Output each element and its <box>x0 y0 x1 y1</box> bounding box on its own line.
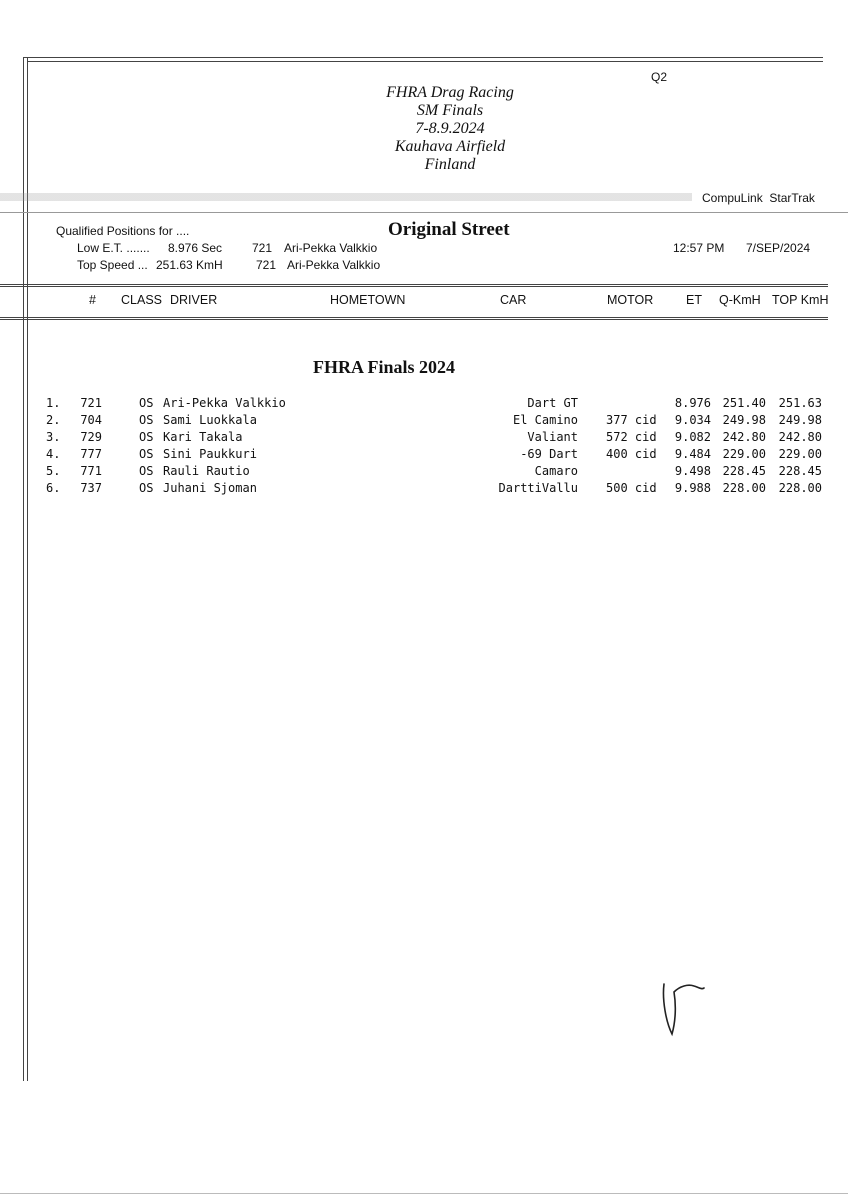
report-time: 12:57 PM <box>673 241 725 255</box>
row-topkmh: 249.98 <box>778 413 822 427</box>
col-et: ET <box>686 293 702 307</box>
row-car: Dart GT <box>527 396 578 410</box>
table-row <box>0 481 848 498</box>
colhead-bottom-rule-2 <box>0 319 828 320</box>
col-class: CLASS <box>121 293 162 307</box>
row-topkmh: 242.80 <box>778 430 822 444</box>
section-title: FHRA Finals 2024 <box>313 357 456 377</box>
colhead-bottom-rule <box>0 317 828 318</box>
row-position: 1. <box>46 396 61 410</box>
system-label: CompuLink StarTrak <box>702 191 815 205</box>
event-subtitle: SM Finals <box>416 102 484 119</box>
signature-mark <box>654 970 714 1040</box>
row-class: OS <box>139 413 154 427</box>
frame-left-inner <box>27 57 28 1081</box>
row-driver: Juhani Sjoman <box>163 481 257 495</box>
row-topkmh: 229.00 <box>778 447 822 461</box>
row-et: 9.082 <box>674 430 711 444</box>
row-car: Camaro <box>534 464 578 478</box>
row-motor: 377 cid <box>606 413 657 427</box>
row-class: OS <box>139 447 154 461</box>
event-header <box>300 84 600 174</box>
low-et-driver: Ari-Pekka Valkkio <box>284 241 378 255</box>
row-motor: 500 cid <box>606 481 657 495</box>
top-speed-number: 721 <box>256 258 277 272</box>
page-code: Q2 <box>651 70 668 84</box>
row-et: 9.034 <box>674 413 711 427</box>
col-qkmh: Q-KmH <box>719 293 761 307</box>
row-class: OS <box>139 430 154 444</box>
row-position: 2. <box>46 413 61 427</box>
row-et: 9.498 <box>674 464 711 478</box>
dotted-band <box>0 193 692 201</box>
frame-top-inner <box>27 61 823 62</box>
row-motor: 400 cid <box>606 447 657 461</box>
col-hometown: HOMETOWN <box>330 293 406 307</box>
row-topkmh: 228.45 <box>778 464 822 478</box>
row-qkmh: 228.45 <box>722 464 766 478</box>
col-topkmh: TOP KmH <box>772 293 829 307</box>
row-number: 737 <box>80 481 102 495</box>
row-driver: Sini Paukkuri <box>163 447 257 461</box>
frame-left-outer <box>23 57 24 1081</box>
frame-top-outer <box>23 57 823 58</box>
row-class: OS <box>139 481 154 495</box>
row-number: 771 <box>80 464 102 478</box>
top-speed-label: Top Speed ... <box>77 258 148 272</box>
table-row <box>0 430 848 447</box>
row-topkmh: 251.63 <box>778 396 822 410</box>
row-qkmh: 228.00 <box>722 481 766 495</box>
row-et: 8.976 <box>674 396 711 410</box>
row-class: OS <box>139 396 154 410</box>
row-topkmh: 228.00 <box>778 481 822 495</box>
event-dates: 7-8.9.2024 <box>415 120 485 137</box>
top-speed-driver: Ari-Pekka Valkkio <box>287 258 381 272</box>
event-country: Finland <box>424 156 476 173</box>
report-date: 7/SEP/2024 <box>746 241 811 255</box>
row-qkmh: 242.80 <box>722 430 766 444</box>
qualified-heading: Qualified Positions for .... <box>56 224 190 238</box>
row-car: DarttiVallu <box>498 481 578 495</box>
colhead-top-rule-2 <box>0 286 828 287</box>
col-number: # <box>89 293 96 307</box>
col-motor: MOTOR <box>607 293 654 307</box>
top-speed-value: 251.63 KmH <box>156 258 223 272</box>
row-et: 9.988 <box>674 481 711 495</box>
results-table <box>0 396 848 506</box>
row-number: 704 <box>80 413 102 427</box>
row-driver: Sami Luokkala <box>163 413 257 427</box>
row-qkmh: 251.40 <box>722 396 766 410</box>
table-row <box>0 447 848 464</box>
row-driver: Ari-Pekka Valkkio <box>163 396 286 410</box>
row-driver: Kari Takala <box>163 430 243 444</box>
low-et-number: 721 <box>252 241 273 255</box>
table-row <box>0 396 848 413</box>
low-et-label: Low E.T. ....... <box>77 241 150 255</box>
colhead-top-rule <box>0 284 828 285</box>
page-bottom-edge <box>0 1193 848 1194</box>
header-divider <box>0 212 848 213</box>
table-row <box>0 413 848 430</box>
row-car: -69 Dart <box>520 447 578 461</box>
row-qkmh: 229.00 <box>722 447 766 461</box>
col-driver: DRIVER <box>170 293 218 307</box>
row-position: 5. <box>46 464 61 478</box>
row-position: 6. <box>46 481 61 495</box>
row-driver: Rauli Rautio <box>163 464 250 478</box>
row-car: Valiant <box>527 430 578 444</box>
row-motor: 572 cid <box>606 430 657 444</box>
row-number: 729 <box>80 430 102 444</box>
class-title: Original Street <box>388 219 510 240</box>
col-car: CAR <box>500 293 527 307</box>
table-row <box>0 464 848 481</box>
row-car: El Camino <box>512 413 578 427</box>
row-qkmh: 249.98 <box>722 413 766 427</box>
event-title: FHRA Drag Racing <box>386 84 514 101</box>
row-class: OS <box>139 464 154 478</box>
row-et: 9.484 <box>674 447 711 461</box>
row-position: 3. <box>46 430 61 444</box>
row-number: 777 <box>80 447 102 461</box>
row-number: 721 <box>80 396 102 410</box>
row-position: 4. <box>46 447 61 461</box>
low-et-value: 8.976 Sec <box>168 241 223 255</box>
event-venue: Kauhava Airfield <box>394 138 506 155</box>
